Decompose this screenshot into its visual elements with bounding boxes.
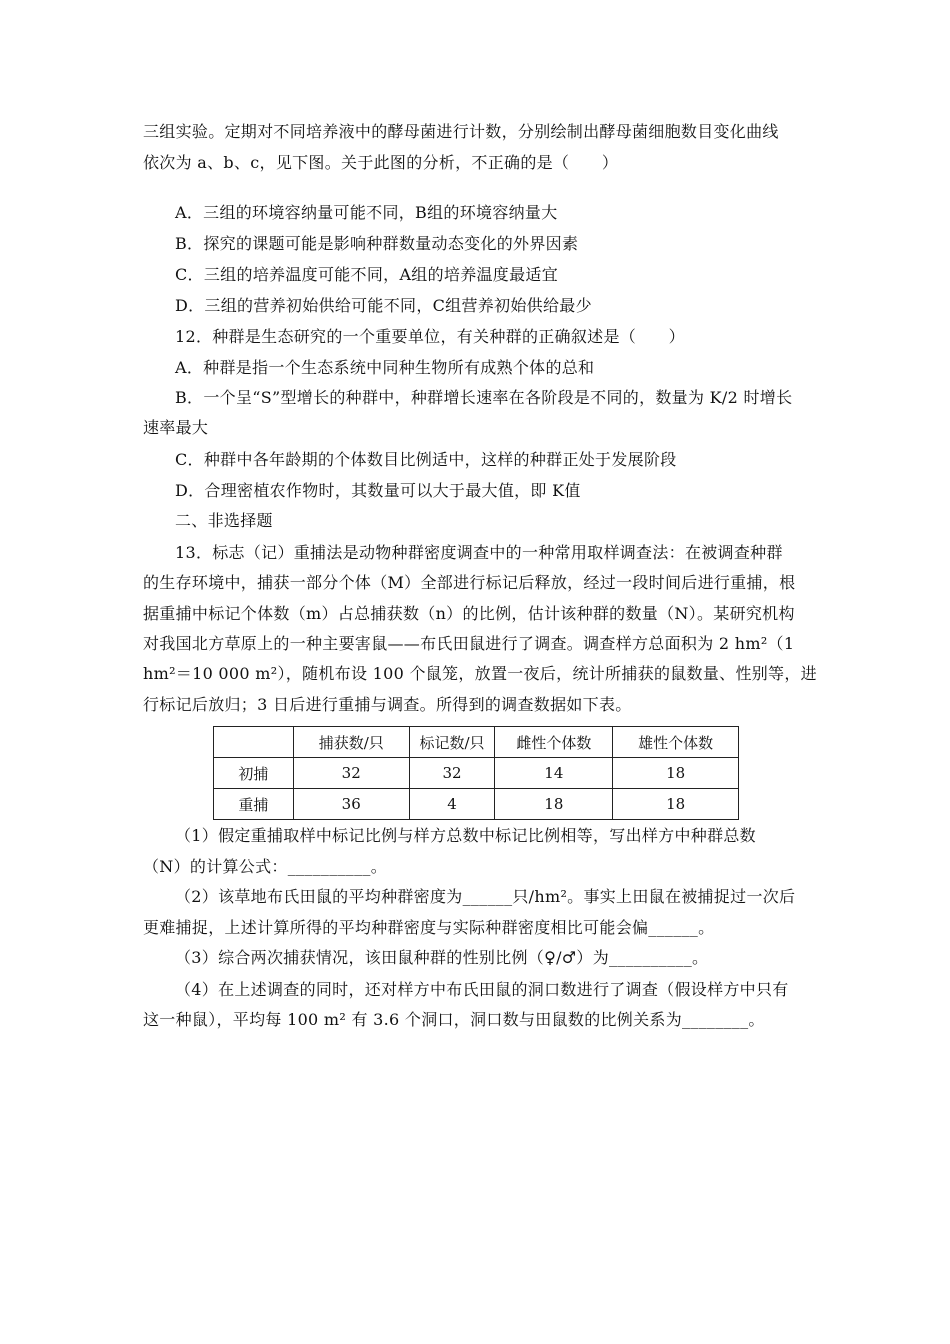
option-a: A．种群是指一个生态系统中同种生物所有成熟个体的总和 xyxy=(175,358,595,377)
sub-question-2: （2）该草地布氏田鼠的平均种群密度为______只/hm²。事实上田鼠在被捕捉过一次后 xyxy=(175,887,796,906)
text-line: 对我国北方草原上的一种主要害鼠——布氏田鼠进行了调查。调查样方总面积为 2 hm²（1 xyxy=(143,634,795,653)
text-line: 这一种鼠），平均每 100 m² 有 3.6 个洞口，洞口数与田鼠数的比例关系为________。 xyxy=(143,1010,765,1029)
sub-question-3: （3）综合两次捕获情况，该田鼠种群的性别比例（♀/♂）为__________。 xyxy=(175,948,709,967)
sub-question-4: （4）在上述调查的同时，还对样方中布氏田鼠的洞口数进行了调查（假设样方中只有 xyxy=(175,980,789,999)
table-header-cell xyxy=(214,727,294,758)
table-cell: 14 xyxy=(495,758,613,789)
table-cell: 36 xyxy=(293,789,409,820)
option-c: C．三组的培养温度可能不同，A组的培养温度最适宜 xyxy=(175,265,558,284)
table-cell: 初捕 xyxy=(214,758,294,789)
section-heading: 二、非选择题 xyxy=(175,511,273,530)
table-header-cell: 标记数/只 xyxy=(409,727,495,758)
table-header-cell: 捕获数/只 xyxy=(293,727,409,758)
table-cell: 32 xyxy=(409,758,495,789)
text-line: 据重捕中标记个体数（m）占总捕获数（n）的比例，估计该种群的数量（N）。某研究机构 xyxy=(143,604,795,623)
text-line: hm²＝10 000 m²），随机布设 100 个鼠笼，放置一夜后，统计所捕获的鼠数量、性别等，进 xyxy=(143,664,817,683)
table-row xyxy=(214,758,739,789)
text-line: 行标记后放归；3 日后进行重捕与调查。所得到的调查数据如下表。 xyxy=(143,695,632,714)
option-b-continued: 速率最大 xyxy=(143,418,209,437)
option-b: B．一个呈“S”型增长的种群中，种群增长速率在各阶段是不同的，数量为 K/2 时增长 xyxy=(175,388,793,407)
text-line: 的生存环境中，捕获一部分个体（M）全部进行标记后释放，经过一段时间后进行重捕，根 xyxy=(143,573,796,592)
text-line: 更难捕捉，上述计算所得的平均种群密度与实际种群密度相比可能会偏______。 xyxy=(143,918,715,937)
option-a: A．三组的环境容纳量可能不同，B组的环境容纳量大 xyxy=(175,203,558,222)
table-cell: 4 xyxy=(409,789,495,820)
sub-question-1: （1）假定重捕取样中标记比例与样方总数中标记比例相等，写出样方中种群总数 xyxy=(175,826,756,845)
table-header-cell: 雄性个体数 xyxy=(613,727,739,758)
question-12: 12．种群是生态研究的一个重要单位，有关种群的正确叙述是（ ） xyxy=(175,327,685,346)
text-line: 三组实验。定期对不同培养液中的酵母菌进行计数，分别绘制出酵母菌细胞数目变化曲线 xyxy=(143,122,779,141)
option-d: D．合理密植农作物时，其数量可以大于最大值，即 K值 xyxy=(175,481,581,500)
text-line: 依次为 a、b、c，见下图。关于此图的分析，不正确的是（ ） xyxy=(143,153,619,172)
table-cell: 32 xyxy=(293,758,409,789)
option-c: C．种群中各年龄期的个体数目比例适中，这样的种群正处于发展阶段 xyxy=(175,450,677,469)
question-13: 13．标志（记）重捕法是动物种群密度调查中的一种常用取样调查法：在被调查种群 xyxy=(175,543,783,562)
option-b: B．探究的课题可能是影响种群数量动态变化的外界因素 xyxy=(175,234,579,253)
capture-data-table xyxy=(213,726,739,820)
table-cell: 18 xyxy=(495,789,613,820)
option-d: D．三组的营养初始供给可能不同，C组营养初始供给最少 xyxy=(175,296,592,315)
table-header-row xyxy=(214,727,739,758)
text-line: （N）的计算公式：__________。 xyxy=(143,857,388,876)
table-cell: 18 xyxy=(613,758,739,789)
table-row xyxy=(214,789,739,820)
table-header-cell: 雌性个体数 xyxy=(495,727,613,758)
table-cell: 重捕 xyxy=(214,789,294,820)
table-cell: 18 xyxy=(613,789,739,820)
